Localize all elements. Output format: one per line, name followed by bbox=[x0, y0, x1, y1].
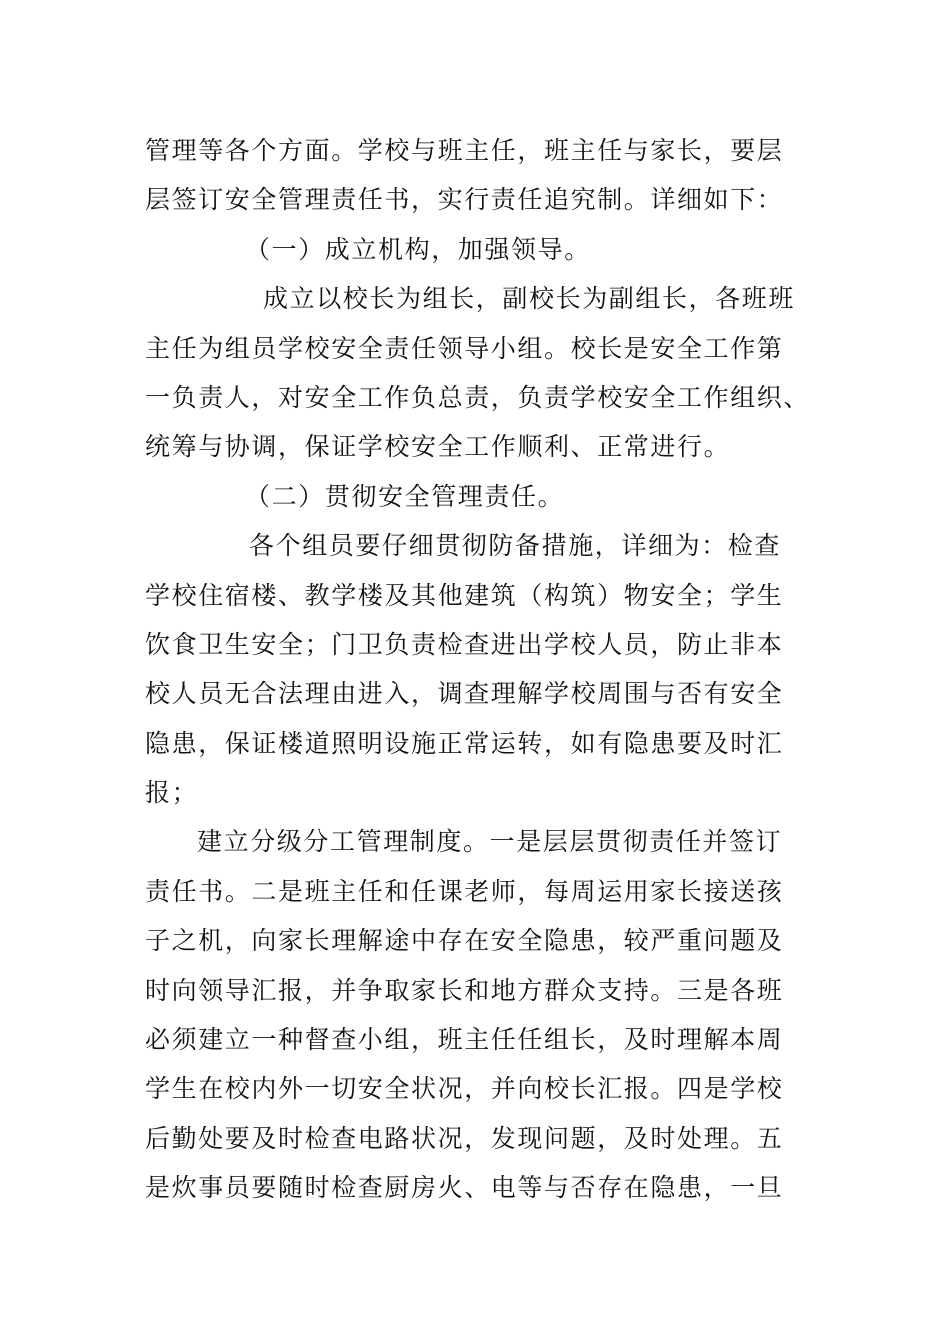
text-line: 一负责人，对安全工作负总责，负责学校安全工作组织、 bbox=[145, 382, 811, 412]
text-line: 必须建立一种督查小组，班主任任组长，及时理解本周 bbox=[145, 1025, 784, 1055]
text-line: 后勤处要及时检查电路状况，发现问题，及时处理。五 bbox=[145, 1123, 784, 1153]
text-line: 统筹与协调，保证学校安全工作顺利、正常进行。 bbox=[145, 432, 731, 462]
text-line: 子之机，向家长理解途中存在安全隐患，较严重问题及 bbox=[145, 926, 784, 956]
section-heading-2: （二）贯彻安全管理责任。 bbox=[245, 481, 565, 511]
text-line: 主任为组员学校安全责任领导小组。校长是安全工作第 bbox=[145, 333, 784, 363]
text-line: 建立分级分工管理制度。一是层层贯彻责任并签订 bbox=[197, 827, 783, 857]
text-line: 是炊事员要随时检查厨房火、电等与否存在隐患，一旦 bbox=[145, 1173, 784, 1203]
section-heading-1: （一）成立机构，加强领导。 bbox=[245, 234, 591, 264]
text-line: 成立以校长为组长，副校长为副组长，各班班 bbox=[263, 284, 796, 314]
text-line: 责任书。二是班主任和任课老师，每周运用家长接送孩 bbox=[145, 876, 784, 906]
text-line: 隐患，保证楼道照明设施正常运转，如有隐患要及时汇 bbox=[145, 728, 784, 758]
text-line: 各个组员要仔细贯彻防备措施，详细为：检查 bbox=[249, 531, 782, 561]
text-line: 管理等各个方面。学校与班主任，班主任与家长，要层 bbox=[145, 136, 784, 165]
text-line: 报； bbox=[145, 778, 199, 808]
text-line: 学校住宿楼、教学楼及其他建筑（构筑）物安全；学生 bbox=[145, 580, 784, 610]
text-line: 层签订安全管理责任书，实行责任追究制。详细如下： bbox=[145, 185, 784, 215]
text-line: 校人员无合法理由进入，调查理解学校周围与否有安全 bbox=[145, 679, 784, 709]
text-line: 饮食卫生安全；门卫负责检查进出学校人员，防止非本 bbox=[145, 629, 784, 659]
body-text bbox=[145, 126, 815, 1213]
text-line: 学生在校内外一切安全状况，并向校长汇报。四是学校 bbox=[145, 1074, 784, 1104]
text-line: 时向领导汇报，并争取家长和地方群众支持。三是各班 bbox=[145, 975, 784, 1005]
